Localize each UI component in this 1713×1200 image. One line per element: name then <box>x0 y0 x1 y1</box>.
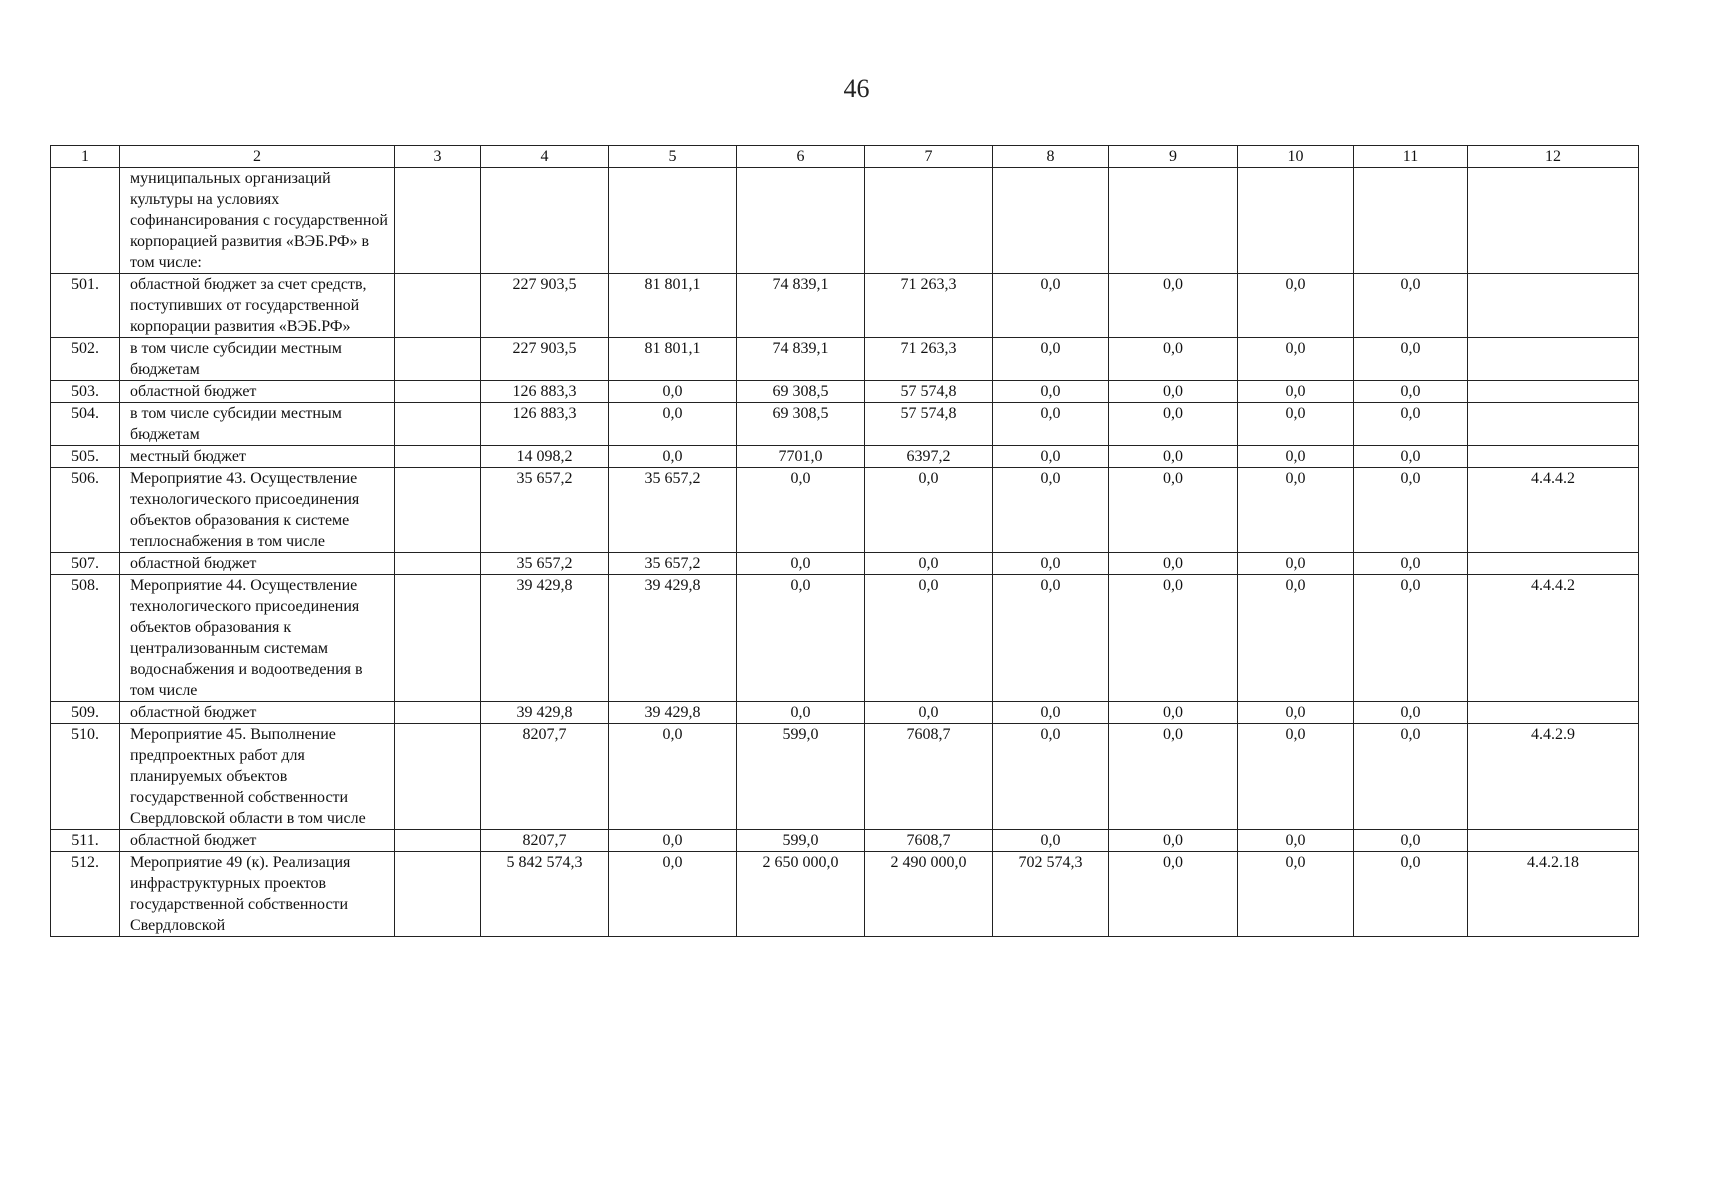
cell-col4: 227 903,5 <box>481 338 609 381</box>
row-number: 510. <box>51 724 120 830</box>
cell-col8: 0,0 <box>993 403 1109 446</box>
cell-col3 <box>395 168 481 274</box>
cell-col8: 0,0 <box>993 381 1109 403</box>
cell-col5 <box>609 168 737 274</box>
cell-col10: 0,0 <box>1238 830 1354 852</box>
cell-col11: 0,0 <box>1354 381 1468 403</box>
cell-col9: 0,0 <box>1109 852 1238 937</box>
cell-col10: 0,0 <box>1238 724 1354 830</box>
column-header: 12 <box>1468 146 1639 168</box>
cell-col8: 0,0 <box>993 553 1109 575</box>
cell-col9: 0,0 <box>1109 381 1238 403</box>
table-row <box>51 830 1639 852</box>
cell-col9 <box>1109 168 1238 274</box>
cell-col10: 0,0 <box>1238 338 1354 381</box>
cell-col8: 0,0 <box>993 274 1109 338</box>
cell-col10: 0,0 <box>1238 852 1354 937</box>
cell-col7: 7608,7 <box>865 724 993 830</box>
row-description: Мероприятие 44. Осуществление технологического присоединения объектов образования к централизованным системам водоснабжения и водоотведения в том числе <box>120 575 395 702</box>
cell-col3 <box>395 403 481 446</box>
cell-col11: 0,0 <box>1354 403 1468 446</box>
cell-col5: 39 429,8 <box>609 575 737 702</box>
cell-col4: 126 883,3 <box>481 403 609 446</box>
cell-col5: 81 801,1 <box>609 274 737 338</box>
header-row <box>51 146 1639 168</box>
cell-col7: 7608,7 <box>865 830 993 852</box>
cell-col3 <box>395 381 481 403</box>
target-code <box>1468 446 1639 468</box>
cell-col7: 2 490 000,0 <box>865 852 993 937</box>
cell-col10: 0,0 <box>1238 403 1354 446</box>
target-code <box>1468 553 1639 575</box>
row-description: Мероприятие 45. Выполнение предпроектных работ для планируемых объектов государственной собственности Свердловской области в том числе <box>120 724 395 830</box>
cell-col11: 0,0 <box>1354 446 1468 468</box>
cell-col7 <box>865 168 993 274</box>
row-description: областной бюджет за счет средств, поступивших от государственной корпорации развития «ВЭБ.РФ» <box>120 274 395 338</box>
cell-col4 <box>481 168 609 274</box>
cell-col11: 0,0 <box>1354 830 1468 852</box>
cell-col3 <box>395 830 481 852</box>
cell-col10: 0,0 <box>1238 468 1354 553</box>
cell-col8: 0,0 <box>993 338 1109 381</box>
row-description: в том числе субсидии местным бюджетам <box>120 338 395 381</box>
row-number: 504. <box>51 403 120 446</box>
cell-col9: 0,0 <box>1109 702 1238 724</box>
cell-col4: 8207,7 <box>481 830 609 852</box>
cell-col9: 0,0 <box>1109 403 1238 446</box>
cell-col5: 39 429,8 <box>609 702 737 724</box>
cell-col6: 74 839,1 <box>737 338 865 381</box>
target-code <box>1468 381 1639 403</box>
table-row <box>51 575 1639 702</box>
cell-col4: 39 429,8 <box>481 575 609 702</box>
cell-col7: 57 574,8 <box>865 403 993 446</box>
cell-col10: 0,0 <box>1238 381 1354 403</box>
cell-col4: 14 098,2 <box>481 446 609 468</box>
cell-col4: 126 883,3 <box>481 381 609 403</box>
cell-col11 <box>1354 168 1468 274</box>
cell-col7: 71 263,3 <box>865 338 993 381</box>
table-row <box>51 403 1639 446</box>
cell-col3 <box>395 724 481 830</box>
cell-col8: 702 574,3 <box>993 852 1109 937</box>
cell-col6: 0,0 <box>737 468 865 553</box>
target-code: 4.4.4.2 <box>1468 468 1639 553</box>
target-code <box>1468 338 1639 381</box>
cell-col3 <box>395 575 481 702</box>
cell-col6: 69 308,5 <box>737 381 865 403</box>
target-code <box>1468 702 1639 724</box>
cell-col7: 0,0 <box>865 575 993 702</box>
cell-col5: 35 657,2 <box>609 468 737 553</box>
target-code: 4.4.2.18 <box>1468 852 1639 937</box>
row-number: 506. <box>51 468 120 553</box>
cell-col5: 0,0 <box>609 852 737 937</box>
row-number: 507. <box>51 553 120 575</box>
cell-col9: 0,0 <box>1109 575 1238 702</box>
cell-col10: 0,0 <box>1238 274 1354 338</box>
cell-col9: 0,0 <box>1109 274 1238 338</box>
cell-col11: 0,0 <box>1354 274 1468 338</box>
column-header: 6 <box>737 146 865 168</box>
cell-col6: 7701,0 <box>737 446 865 468</box>
column-header: 5 <box>609 146 737 168</box>
table-row <box>51 446 1639 468</box>
cell-col3 <box>395 702 481 724</box>
column-header: 9 <box>1109 146 1238 168</box>
cell-col4: 8207,7 <box>481 724 609 830</box>
cell-col6: 74 839,1 <box>737 274 865 338</box>
cell-col11: 0,0 <box>1354 702 1468 724</box>
cell-col10: 0,0 <box>1238 553 1354 575</box>
cell-col9: 0,0 <box>1109 338 1238 381</box>
cell-col7: 0,0 <box>865 702 993 724</box>
cell-col11: 0,0 <box>1354 468 1468 553</box>
row-number: 505. <box>51 446 120 468</box>
budget-table <box>50 145 1639 937</box>
cell-col6: 2 650 000,0 <box>737 852 865 937</box>
target-code <box>1468 403 1639 446</box>
cell-col3 <box>395 468 481 553</box>
column-header: 2 <box>120 146 395 168</box>
row-number: 511. <box>51 830 120 852</box>
row-description: Мероприятие 43. Осуществление технологического присоединения объектов образования к системе теплоснабжения в том числе <box>120 468 395 553</box>
cell-col11: 0,0 <box>1354 553 1468 575</box>
cell-col3 <box>395 338 481 381</box>
table-row <box>51 274 1639 338</box>
row-number: 509. <box>51 702 120 724</box>
row-number: 512. <box>51 852 120 937</box>
target-code <box>1468 274 1639 338</box>
row-description: областной бюджет <box>120 830 395 852</box>
cell-col8: 0,0 <box>993 830 1109 852</box>
table-row <box>51 168 1639 274</box>
cell-col7: 6397,2 <box>865 446 993 468</box>
cell-col10: 0,0 <box>1238 575 1354 702</box>
row-description: областной бюджет <box>120 553 395 575</box>
cell-col11: 0,0 <box>1354 575 1468 702</box>
cell-col11: 0,0 <box>1354 724 1468 830</box>
cell-col8: 0,0 <box>993 468 1109 553</box>
row-description: местный бюджет <box>120 446 395 468</box>
cell-col10: 0,0 <box>1238 446 1354 468</box>
table-row <box>51 852 1639 937</box>
row-description: Мероприятие 49 (к). Реализация инфраструктурных проектов государственной собственности Свердловской <box>120 852 395 937</box>
column-header: 8 <box>993 146 1109 168</box>
cell-col4: 35 657,2 <box>481 553 609 575</box>
cell-col3 <box>395 274 481 338</box>
cell-col5: 0,0 <box>609 446 737 468</box>
cell-col7: 0,0 <box>865 468 993 553</box>
cell-col6 <box>737 168 865 274</box>
cell-col7: 57 574,8 <box>865 381 993 403</box>
table-row <box>51 381 1639 403</box>
cell-col6: 0,0 <box>737 702 865 724</box>
cell-col5: 35 657,2 <box>609 553 737 575</box>
cell-col9: 0,0 <box>1109 830 1238 852</box>
column-header: 4 <box>481 146 609 168</box>
cell-col4: 5 842 574,3 <box>481 852 609 937</box>
column-header: 7 <box>865 146 993 168</box>
cell-col6: 69 308,5 <box>737 403 865 446</box>
cell-col8 <box>993 168 1109 274</box>
cell-col11: 0,0 <box>1354 852 1468 937</box>
table-row <box>51 724 1639 830</box>
table-row <box>51 338 1639 381</box>
cell-col8: 0,0 <box>993 702 1109 724</box>
cell-col7: 0,0 <box>865 553 993 575</box>
target-code: 4.4.4.2 <box>1468 575 1639 702</box>
cell-col9: 0,0 <box>1109 553 1238 575</box>
cell-col10 <box>1238 168 1354 274</box>
cell-col5: 0,0 <box>609 724 737 830</box>
table-row <box>51 553 1639 575</box>
cell-col4: 227 903,5 <box>481 274 609 338</box>
cell-col3 <box>395 553 481 575</box>
cell-col5: 0,0 <box>609 403 737 446</box>
cell-col9: 0,0 <box>1109 446 1238 468</box>
row-description: областной бюджет <box>120 381 395 403</box>
row-number <box>51 168 120 274</box>
target-code: 4.4.2.9 <box>1468 724 1639 830</box>
cell-col8: 0,0 <box>993 575 1109 702</box>
column-header: 3 <box>395 146 481 168</box>
table-row <box>51 468 1639 553</box>
cell-col7: 71 263,3 <box>865 274 993 338</box>
budget-table-container <box>50 145 1639 937</box>
cell-col6: 599,0 <box>737 830 865 852</box>
cell-col5: 81 801,1 <box>609 338 737 381</box>
row-number: 503. <box>51 381 120 403</box>
cell-col4: 35 657,2 <box>481 468 609 553</box>
cell-col8: 0,0 <box>993 446 1109 468</box>
column-header: 11 <box>1354 146 1468 168</box>
column-header: 1 <box>51 146 120 168</box>
cell-col3 <box>395 852 481 937</box>
cell-col5: 0,0 <box>609 381 737 403</box>
cell-col6: 0,0 <box>737 553 865 575</box>
cell-col6: 0,0 <box>737 575 865 702</box>
target-code <box>1468 830 1639 852</box>
cell-col3 <box>395 446 481 468</box>
row-description: областной бюджет <box>120 702 395 724</box>
cell-col6: 599,0 <box>737 724 865 830</box>
cell-col9: 0,0 <box>1109 724 1238 830</box>
target-code <box>1468 168 1639 274</box>
page-number: 46 <box>843 74 870 103</box>
row-number: 501. <box>51 274 120 338</box>
table-row <box>51 702 1639 724</box>
cell-col10: 0,0 <box>1238 702 1354 724</box>
column-header: 10 <box>1238 146 1354 168</box>
cell-col4: 39 429,8 <box>481 702 609 724</box>
cell-col5: 0,0 <box>609 830 737 852</box>
row-description: муниципальных организаций культуры на условиях софинансирования с государственной корпорацией развития «ВЭБ.РФ» в том числе: <box>120 168 395 274</box>
row-description: в том числе субсидии местным бюджетам <box>120 403 395 446</box>
cell-col8: 0,0 <box>993 724 1109 830</box>
table-body <box>51 168 1639 937</box>
row-number: 502. <box>51 338 120 381</box>
cell-col11: 0,0 <box>1354 338 1468 381</box>
cell-col9: 0,0 <box>1109 468 1238 553</box>
row-number: 508. <box>51 575 120 702</box>
